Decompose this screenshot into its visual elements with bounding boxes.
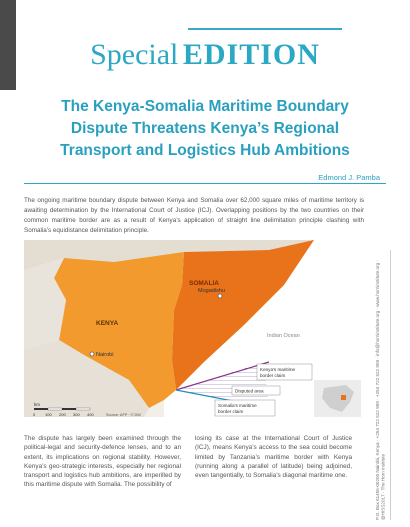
somalia-claim-label-1: Somalia's maritime [218,403,257,408]
nairobi-label: Nairobi [96,352,114,358]
scale-tick: 0 [33,412,36,417]
scale-tick: 400 [87,412,94,417]
kenya-claim-label-1: Kenya's maritime [260,367,296,372]
mogadishu-marker [218,294,222,298]
scale-tick: 100 [45,412,52,417]
scale-tick: 200 [59,412,66,417]
intro-paragraph: The ongoing maritime boundary dispute between Kenya and Somalia over 62,000 square miles of maritime territory is awaiting determination by the International Court of Justice (ICJ). Overlapping positions by the two countries on their common maritime border are as a result of Kenya’s application of straight line delimitation principle clashing with Somalia’s equidistance delimitation principle. [24,197,364,234]
indian-ocean-label: Indian Ocean [267,333,300,339]
scale-segment [34,408,48,410]
mogadishu-label: Mogadishu [198,288,225,294]
locator-highlight [341,395,346,400]
somalia-label: SOMALIA [189,280,219,287]
title-line: The Kenya-Somalia Maritime Boundary [61,98,349,115]
special-word: Special [90,38,179,71]
kenya-claim-label-2: border claim [260,373,286,378]
special-edition-banner [0,38,410,72]
contact-sidebar [372,250,394,525]
scale-segment [76,408,90,410]
top-accent-line [188,28,342,30]
nairobi-marker [90,352,94,356]
article-title [24,96,386,162]
title-line: Dispute Threatens Kenya’s Regional [70,120,340,137]
disputed-area-label: Disputed area [235,388,264,394]
author-name: Edmond J. Pamba [318,173,380,182]
kenya-somalia-map [24,240,361,417]
body-column-left: The dispute has largely been examined through the political-legal and security-defence lenses, and to an extent, its implications on regional stability. However, Kenya’s geo-strategic interests, especially her regional transport and logistics hub ambitions, are imperilled by this maritime dispute with Somalia. The possibility of [24,435,181,489]
body-column-right: losing its case at the International Court of Justice (ICJ), means Kenya’s access to the sea could become limited by Tanzania’s maritime border with Kenya (running along a parallel of latitude) being adjoined, even tangentially, to Somalia’s diagonal maritime one. [195,435,352,480]
somalia-claim-label-2: border claim [218,409,244,414]
scale-segment [62,408,76,410]
scale-unit: km [34,402,40,407]
map-source: Source: AFP · © DW [106,413,141,417]
kenya-label: KENYA [96,320,119,327]
scale-segment [48,408,62,410]
edition-word: EDITION [182,38,320,71]
scale-tick: 300 [73,412,80,417]
author-divider [24,183,386,184]
contact-info: P.O. Box 61455-00200 Nairobi, Kenya · +254 722 522 959 · +254 722 522 959 · info@horninstitute.org · www.horninstitute.org · @HISS2017 · The Horn Institute [375,260,386,520]
title-line: Transport and Logistics Hub Ambitions [60,142,350,159]
